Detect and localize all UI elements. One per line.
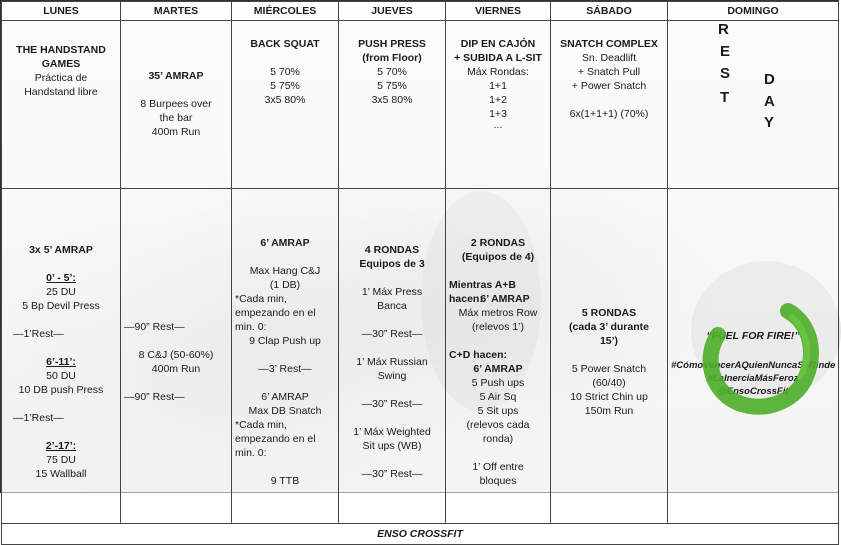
rest-letter: D [764,71,776,88]
workout-title: SNATCH COMPLEX [560,38,658,50]
workout-line: Max DB Snatch [248,405,322,417]
workout-title: 6’ AMRAP [480,293,530,305]
header-jueves: JUEVES [339,2,446,21]
workout-line: 5 75% [270,80,300,92]
workout-title: 4 RONDAS [364,244,420,256]
header-miercoles: MIÉRCOLES [232,2,339,21]
rest-line: —3’ Rest— [258,363,312,375]
block-time: 2’-17’: [45,440,77,452]
workout-title: (from Floor) [362,52,422,64]
workout-line: 25 DU [46,286,76,298]
workout-title: PUSH PRESS [358,38,426,50]
workout-line: the bar [159,112,193,124]
header-lunes: LUNES [2,2,121,21]
rest-letter: E [720,43,732,60]
workout-line: Swing [377,370,407,382]
workout-title: 6’ AMRAP [473,363,523,375]
workout-line: 5 Push ups [471,377,525,389]
rest-line: —30” Rest— [361,468,423,480]
note-line: *Cada min, [235,419,287,431]
workout-line: 5 75% [377,80,407,92]
rest-line: —30” Rest— [361,328,423,340]
rest-letter: R [718,21,730,38]
rest-line: —1’Rest— [13,412,64,424]
hashtag: #CómoVencerAQuienNuncaSeRinde [671,359,836,371]
workout-title: + SUBIDA A L-SIT [454,52,542,64]
workout-line: (60/40) [592,377,626,389]
header-viernes: VIERNES [446,2,551,21]
workout-line: ronda) [482,433,514,445]
workout-line: 10 DB push Press [18,384,104,396]
cell-lunes-bottom [2,189,121,524]
workout-title: (Equipos de 4) [461,251,535,263]
workout-line: 3x5 80% [264,94,306,106]
cell-miercoles-bottom [232,189,339,524]
workout-line: + Snatch Pull [577,66,641,78]
footer-row [2,524,839,545]
workout-line: 1’ Máx Russian [356,356,428,368]
workout-line: 75 DU [46,454,76,466]
note-line: min. 0: [235,447,267,459]
header-domingo: DOMINGO [668,2,839,21]
workout-line: 5 Air Sq [479,391,517,403]
workout-title: Equipos de 3 [359,258,425,270]
workout-line: 400m Run [151,126,201,138]
block-time: 6’-11’: [46,356,76,368]
cell-lunes-top [2,21,121,189]
workout-line: (relevos cada [466,419,530,431]
note-line: empezando en el [235,433,316,445]
social-handle: @EnsoCrossFit [717,385,789,397]
workout-line: (1 DB) [269,279,301,291]
cell-viernes-top [446,21,551,189]
workout-line: 9 Clap Push up [249,335,321,347]
workout-line: 1+1 [489,80,507,92]
workout-title: 5 RONDAS [581,307,637,319]
header-martes: MARTES [121,2,232,21]
workout-line: 5 70% [377,66,407,78]
workout-line: Sn. Deadlift [581,52,637,64]
note-line: *Cada min, [235,293,287,305]
workout-line: 8 Burpees over [140,98,212,110]
workout-title: GAMES [41,58,81,70]
workout-line: 400m Run [151,363,201,375]
conditioning-row [2,189,839,524]
workout-line: 1’ Off entre [472,461,524,473]
group-label: C+D hacen: [449,349,508,361]
rest-letter: S [720,65,732,82]
cell-jueves-bottom [339,189,446,524]
workout-line: 5 Power Snatch [571,363,647,375]
workout-line: Handstand libre [24,86,98,98]
workout-title: 6’ AMRAP [260,237,310,249]
workout-line: + Power Snatch [571,80,647,92]
workout-title: DIP EN CAJÓN [460,38,536,50]
workout-title: BACK SQUAT [250,38,320,50]
rest-line: —30” Rest— [361,398,423,410]
rest-line: —1’Rest— [13,328,64,340]
workout-line: Máx metros Row [458,307,538,319]
workout-line: bloques [479,475,517,487]
cell-martes-top [121,21,232,189]
workout-line: Max Hang C&J [249,265,321,277]
day-header-row [2,2,839,21]
cell-miercoles-top [232,21,339,189]
workout-title: 2 RONDAS [470,237,526,249]
workout-title: 6’ AMRAP [261,391,309,403]
workout-line: 8 C&J (50-60%) [138,349,214,361]
rest-letter: A [764,93,776,110]
workout-line: 6x(1+1+1) (70%) [569,108,649,120]
workout-line: (relevos 1’) [472,321,524,333]
group-label: hacen: [449,293,483,305]
workout-title: 15’) [599,335,619,347]
schedule-table [1,1,839,545]
block-time: 0’ - 5’: [46,272,76,284]
workout-title: THE HANDSTAND [16,44,106,56]
workout-line: 1+2 [489,94,507,106]
workout-line: Sit ups (WB) [362,440,422,452]
workout-title: (cada 3’ durante [569,321,649,333]
workout-line: 1’ Máx Press [361,286,423,298]
rest-letter: Y [764,114,776,131]
workout-line: ... [493,119,503,131]
cell-jueves-top [339,21,446,189]
cell-domingo-top [668,21,839,189]
rest-letter: T [720,89,731,106]
rest-line: —90” Rest— [124,321,185,333]
workout-line: 1+3 [489,108,507,120]
workout-line: Máx Rondas: [467,66,529,78]
workout-title: 3x 5’ AMRAP [29,244,93,256]
workout-line: Banca [377,300,407,312]
workout-line: 5 70% [270,66,300,78]
workout-line: 10 Strict Chin up [570,391,648,403]
cell-sabado-top [551,21,668,189]
note-line: min. 0: [235,321,267,333]
note-line: empezando en el [235,307,316,319]
rest-line: —90” Rest— [124,391,185,403]
workout-line: 50 DU [46,370,76,382]
group-label: Mientras A+B [449,279,517,291]
motto: “FUEL FOR FIRE!” [706,329,800,342]
hashtag: #LaInerciaMásFeroz [707,372,799,384]
workout-line: 3x5 80% [371,94,413,106]
enso-circle-logo [700,301,820,421]
cell-martes-bottom [121,189,232,524]
workout-line: Práctica de [34,72,88,84]
cell-domingo-bottom [668,189,839,524]
cell-viernes-bottom [446,189,551,524]
cell-sabado-bottom [551,189,668,524]
workout-title: 35’ AMRAP [148,70,204,82]
workout-line: 5 Bp Devil Press [22,300,100,312]
footer-brand: ENSO CROSSFIT [2,524,839,545]
workout-line: 1’ Máx Weighted [353,426,431,438]
header-sabado: SÁBADO [551,2,668,21]
strength-row [2,21,839,189]
workout-line: 150m Run [584,405,634,417]
workout-line: 5 Sit ups [477,405,519,417]
workout-line: 9 TTB [270,475,300,487]
workout-line: 15 Wallball [35,468,87,480]
